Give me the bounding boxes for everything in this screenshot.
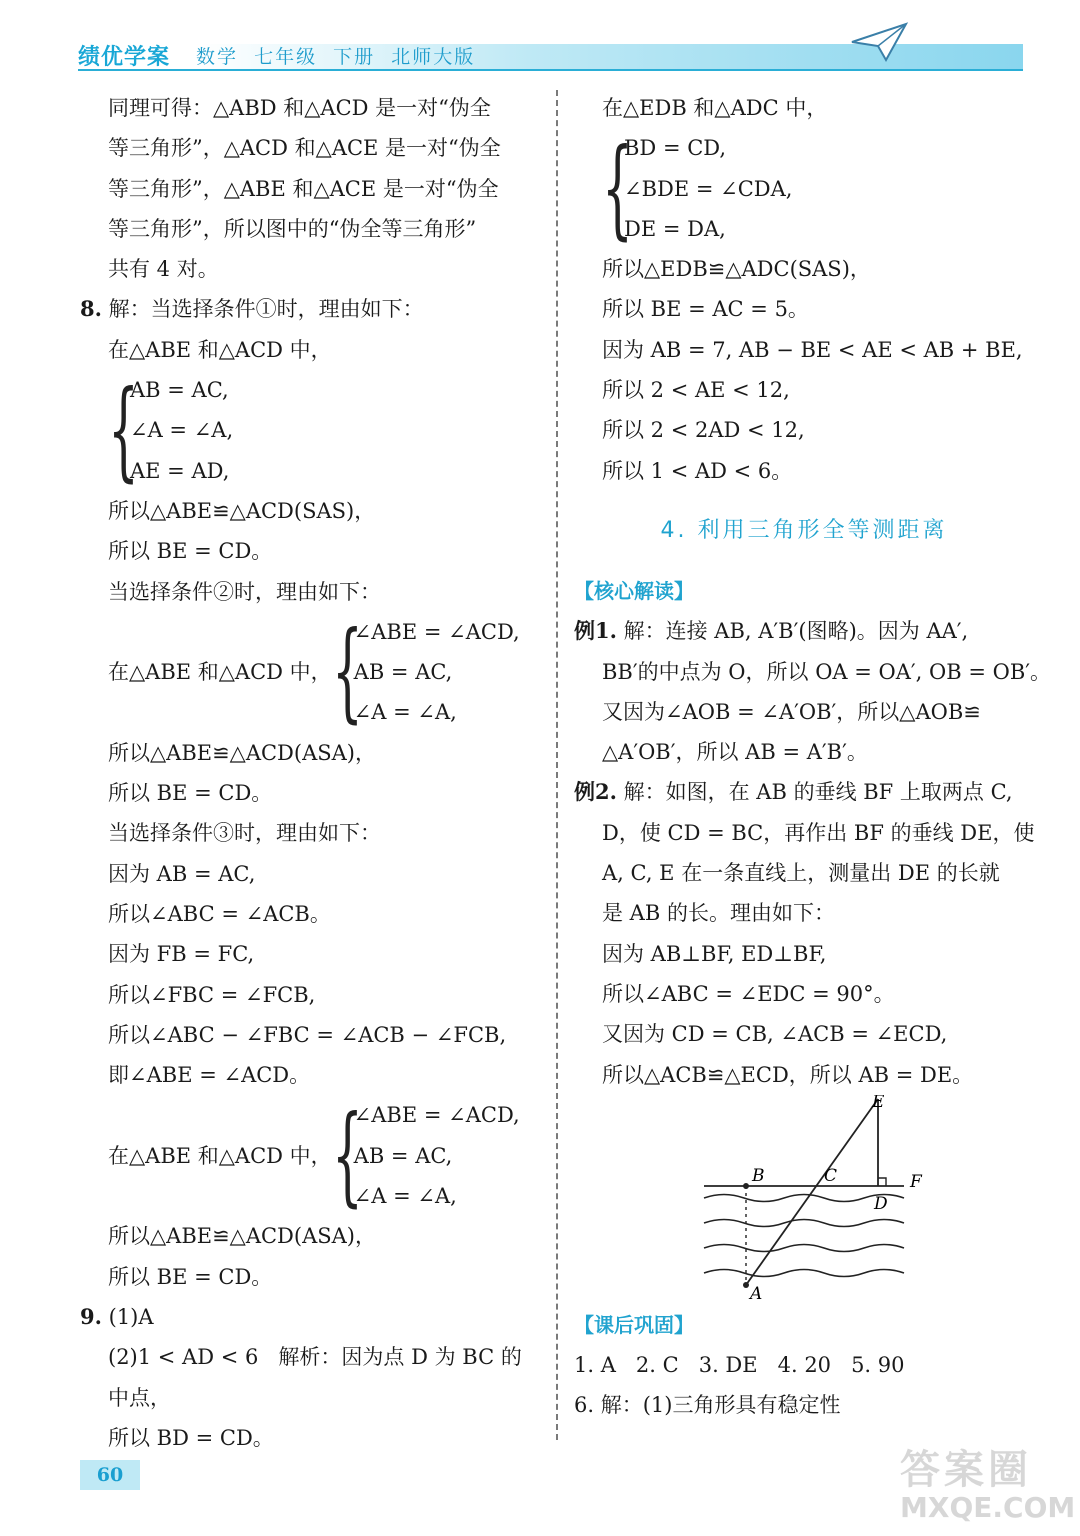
text-line: 解：当选择条件①时，理由如下： [108, 297, 424, 322]
condition-line: ∠A = ∠A, [353, 700, 457, 725]
label-f: F [910, 1171, 922, 1192]
text-line: 所以 BE = CD。 [108, 781, 273, 806]
condition-line: AB = AC, [353, 660, 453, 685]
equation-system [80, 609, 540, 735]
condition-line: BD = CD, [624, 136, 727, 161]
text-line: 在△EDB 和△ADC 中， [602, 96, 828, 120]
label-e: E [872, 1094, 885, 1112]
text-line: 所以△ABE≌△ACD(ASA)， [108, 1224, 376, 1249]
equation-system [80, 1092, 540, 1218]
text-line: 所以∠ABC = ∠ACB。 [108, 901, 331, 926]
text-line: (2)1 < AD < 6 解析：因为点 D 为 BC 的 [108, 1345, 522, 1370]
example-2 [574, 772, 1034, 812]
text-line: 所以 BD = CD。 [108, 1425, 274, 1450]
brace-symbol: { [331, 609, 363, 735]
condition-line: ∠A = ∠A, [353, 1184, 457, 1209]
text-line: 在△ABE 和△ACD 中， [108, 1143, 332, 1168]
paper-plane-icon [850, 20, 910, 64]
text-line: △A′OB′，所以 AB = A′B′。 [602, 740, 868, 765]
condition-line: ∠ABE = ∠ACD, [353, 619, 520, 644]
text-line: (1)A [108, 1304, 154, 1329]
text-line: 所以∠ABC = ∠EDC = 90°。 [602, 981, 895, 1006]
text-line: 解：如图，在 AB 的垂线 BF 上取两点 C, [623, 780, 1013, 805]
text-line: 在△ABE 和△ACD 中， [108, 337, 332, 362]
page-header [78, 38, 1023, 70]
condition-line: ∠A = ∠A, [130, 418, 234, 443]
watermark [900, 1438, 1076, 1528]
text-line: 当选择条件③时，理由如下： [108, 821, 381, 846]
text-line: 又因为∠AOB = ∠A′OB′，所以△AOB≌ [602, 699, 981, 724]
label-d: D [874, 1193, 888, 1214]
text-line: 所以 2 < AE < 12, [602, 378, 790, 403]
brand-logo: 绩优学案 [78, 45, 171, 70]
condition-line: AB = AC, [130, 378, 229, 403]
text-line: 所以△ACB≌△ECD，所以 AB = DE。 [602, 1062, 974, 1087]
text-line: 等三角形”，△ACD 和△ACE 是一对“伪全 [108, 136, 501, 161]
equation-system [574, 125, 1034, 251]
condition-line: AB = AC, [353, 1143, 453, 1168]
section-title: 4. 利用三角形全等测距离 [660, 517, 948, 543]
text-line: 所以 1 < AD < 6。 [602, 458, 793, 483]
text-line: 在△ABE 和△ACD 中， [108, 660, 332, 685]
text-line: 因为 AB = 7, AB − BE < AE < AB + BE, [602, 337, 1023, 362]
text-line: 6. 解：(1)三角形具有稳定性 [574, 1393, 841, 1418]
text-line: 所以∠FBC = ∠FCB, [108, 982, 316, 1007]
geometry-figure [574, 1095, 1034, 1305]
question-9 [80, 1297, 540, 1337]
book-subject: 数学 七年级 下册 北师大版 [196, 46, 476, 68]
text-line: 所以△ABE≌△ACD(SAS)， [108, 498, 376, 523]
example-1 [574, 611, 1034, 651]
condition-line: ∠ABE = ∠ACD, [353, 1103, 520, 1128]
brace-symbol: { [108, 367, 139, 493]
text-line: 等三角形”，所以图中的“伪全等三角形” [108, 216, 477, 241]
section-tag: 【核心解读】 [574, 578, 694, 603]
text-line: 即∠ABE = ∠ACD。 [108, 1063, 311, 1088]
question-number: 8. [80, 296, 102, 322]
text-line: 又因为 CD = CB, ∠ACB = ∠ECD, [602, 1022, 948, 1047]
question-number: 9. [80, 1303, 102, 1329]
point-b [743, 1183, 749, 1189]
text-line: 当选择条件②时，理由如下： [108, 579, 381, 604]
text-line: 共有 4 对。 [108, 257, 219, 282]
point-a [743, 1282, 749, 1288]
column-divider [556, 90, 558, 1440]
right-angle-mark [878, 1178, 886, 1186]
text-line: 等三角形”，△ABE 和△ACE 是一对“伪全 [108, 176, 499, 201]
text-line: 解：连接 AB, A′B′(图略)。因为 AA′, [623, 619, 969, 644]
header-rule [78, 69, 1023, 71]
text-line: 所以 BE = CD。 [108, 1264, 273, 1289]
text-line: A, C, E 在一条直线上，测量出 DE 的长就 [602, 861, 1000, 886]
text-line: 所以△ABE≌△ACD(ASA)， [108, 740, 376, 765]
page-number: 60 [80, 1460, 140, 1490]
text-line: 因为 AB⊥BF, ED⊥BF, [602, 941, 827, 966]
label-a: A [750, 1283, 763, 1304]
watermark-url: MXQE.COM [900, 1491, 1076, 1524]
text-line: D，使 CD = BC，再作出 BF 的垂线 DE，使 [602, 820, 1035, 845]
condition-line: DE = DA, [624, 216, 726, 241]
text-line: BB′的中点为 O，所以 OA = OA′, OB = OB′。 [602, 659, 1052, 684]
text-line: 所以 BE = CD。 [108, 539, 273, 564]
condition-line: AE = AD, [130, 458, 230, 483]
brace-symbol: { [602, 125, 633, 251]
question-8 [80, 289, 540, 329]
text-line: 所以 BE = AC = 5。 [602, 297, 809, 322]
river-diagram [574, 1095, 1034, 1305]
label-c: C [824, 1165, 838, 1186]
condition-line: ∠BDE = ∠CDA, [624, 176, 793, 201]
equation-system [80, 367, 540, 493]
example-label: 例2. [574, 779, 617, 805]
brace-symbol: { [331, 1092, 363, 1218]
text-line: 所以∠ABC − ∠FBC = ∠ACB − ∠FCB, [108, 1022, 507, 1047]
right-column [574, 88, 1052, 1426]
left-column [80, 88, 540, 1458]
watermark-title: 答案圈 [900, 1447, 1032, 1493]
answer-line: 1. A 2. C 3. DE 4. 20 5. 90 [574, 1353, 905, 1378]
text-line: 中点， [108, 1385, 171, 1410]
text-line: 是 AB 的长。理由如下： [602, 901, 835, 926]
text-line: 所以△EDB≌△ADC(SAS)， [602, 257, 871, 282]
text-line: 因为 AB = AC, [108, 861, 256, 886]
text-line: 同理可得：△ABD 和△ACD 是一对“伪全 [108, 96, 491, 120]
text-line: 所以 2 < 2AD < 12, [602, 418, 805, 443]
section-tag: 【课后巩固】 [574, 1312, 694, 1337]
line-ae [746, 1099, 878, 1285]
text-line: 因为 FB = FC, [108, 942, 255, 967]
example-label: 例1. [574, 618, 617, 644]
label-b: B [752, 1165, 765, 1186]
